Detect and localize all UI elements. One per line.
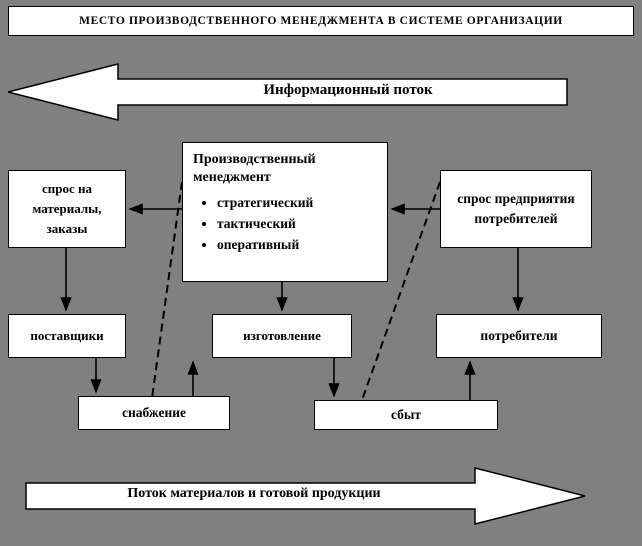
node-sales: сбыт [314, 400, 498, 430]
list-item: • оперативный [217, 235, 377, 256]
node-manufacture: изготовление [212, 314, 352, 358]
node-consumers: потребители [436, 314, 602, 358]
node-supply: снабжение [78, 396, 230, 430]
diagram-title: МЕСТО ПРОИЗВОДСТВЕННОГО МЕНЕДЖМЕНТА В СИСТЕМЕ ОРГАНИЗАЦИИ [8, 6, 634, 36]
list-item: • тактический [217, 214, 377, 235]
production-management-title: Производственный менеджмент [193, 152, 316, 186]
information-flow-arrow [8, 62, 568, 122]
node-suppliers: поставщики [8, 314, 126, 358]
list-item: • стратегический [217, 193, 377, 214]
materials-flow-arrow [24, 466, 586, 526]
node-production-management [182, 142, 388, 282]
production-management-list [193, 193, 377, 256]
materials-flow-label: Поток материалов и готовой продукции [127, 486, 381, 501]
node-demand-materials: спрос на материалы, заказы [8, 170, 126, 248]
information-flow-label: Информационный поток [263, 82, 433, 98]
node-demand-consumers: спрос предприятия потребителей [440, 170, 592, 248]
